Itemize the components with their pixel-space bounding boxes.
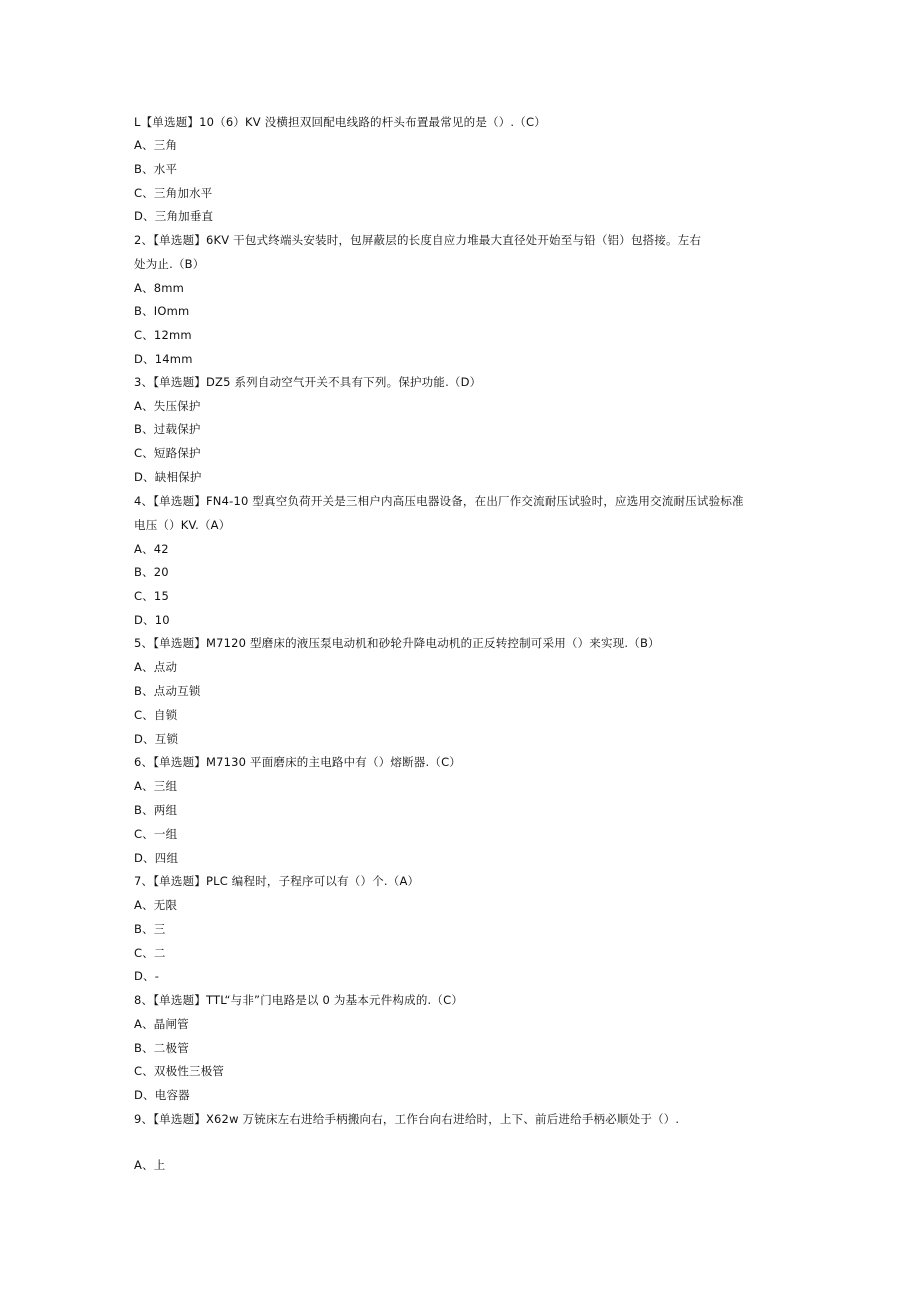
q4-option-a: A、42	[134, 542, 169, 556]
q3-option-b: B、过载保护	[134, 422, 201, 436]
q2-option-c: C、12mm	[134, 328, 192, 342]
q3-option-d: D、缺相保护	[134, 470, 202, 484]
q6-option-b: B、两组	[134, 803, 178, 817]
q3-option-c: C、短路保护	[134, 446, 201, 460]
q6-option-c: C、一组	[134, 827, 178, 841]
q9-option-a: A、上	[134, 1158, 166, 1172]
q7-option-c: C、二	[134, 946, 166, 960]
q7-option-d: D、-	[134, 969, 160, 983]
q1-option-d: D、三角加垂直	[134, 209, 214, 223]
question-8-stem: 8、【单选题】TTL“与非”门电路是以 0 为基本元件构成的.（C）	[134, 993, 464, 1007]
question-1-stem: L【单选题】10（6）KV 没横担双回配电线路的杆头布置最常见的是（）.（C）	[134, 115, 546, 129]
question-3-stem: 3、【单选题】DZ5 系列自动空气开关不具有下列。保护功能.（D）	[134, 375, 482, 389]
q8-option-a: A、晶闸管	[134, 1017, 189, 1031]
q2-option-a: A、8mm	[134, 281, 185, 295]
q4-option-c: C、15	[134, 589, 169, 603]
q6-option-a: A、三组	[134, 779, 178, 793]
q1-option-c: C、三角加水平	[134, 186, 213, 200]
q8-option-b: B、二极管	[134, 1041, 189, 1055]
q8-option-d: D、电容器	[134, 1088, 190, 1102]
q1-option-a: A、三角	[134, 138, 178, 152]
q2-option-d: D、14mm	[134, 352, 193, 366]
q7-option-a: A、无限	[134, 898, 178, 912]
question-4-stem: 4、【单选题】FN4-10 型真空负荷开关是三相户内高压电器设备，在出厂作交流耐压试验时，应选用交流耐压试验标准	[134, 494, 744, 508]
q2-option-b: B、IOmm	[134, 304, 190, 318]
q4-option-b: B、20	[134, 565, 169, 579]
q5-option-d: D、互锁	[134, 732, 179, 746]
question-2-stem-cont: 处为止.（B）	[134, 257, 205, 271]
question-2-stem: 2、【单选题】6KV 干包式终端头安装时，包屏蔽层的长度自应力堆最大直径处开始至与铅（铝）包搭接。左右	[134, 233, 702, 247]
q4-option-d: D、10	[134, 613, 170, 627]
q1-option-b: B、水平	[134, 162, 178, 176]
question-6-stem: 6、【单选题】M7130 平面磨床的主电路中有（）熔断器.（C）	[134, 755, 461, 769]
question-9-stem: 9、【单选题】X62w 万铳床左右进给手柄搬向右，工作台向右进给时，上下、前后进给手柄必顺处于（）.	[134, 1112, 680, 1126]
q3-option-a: A、失压保护	[134, 399, 201, 413]
q6-option-d: D、四组	[134, 851, 179, 865]
q5-option-a: A、点动	[134, 660, 178, 674]
q5-option-b: B、点动互锁	[134, 684, 201, 698]
question-4-stem-cont: 电压（）KV.（A）	[134, 518, 231, 532]
q5-option-c: C、自锁	[134, 708, 178, 722]
question-5-stem: 5、【单选题】M7120 型磨床的液压泵电动机和砂轮升降电动机的正反转控制可采用（）来实现.（B）	[134, 636, 660, 650]
q8-option-c: C、双极性三极管	[134, 1064, 225, 1078]
q7-option-b: B、三	[134, 922, 166, 936]
question-7-stem: 7、【单选题】PLC 编程时，子程序可以有（）个.（A）	[134, 874, 420, 888]
